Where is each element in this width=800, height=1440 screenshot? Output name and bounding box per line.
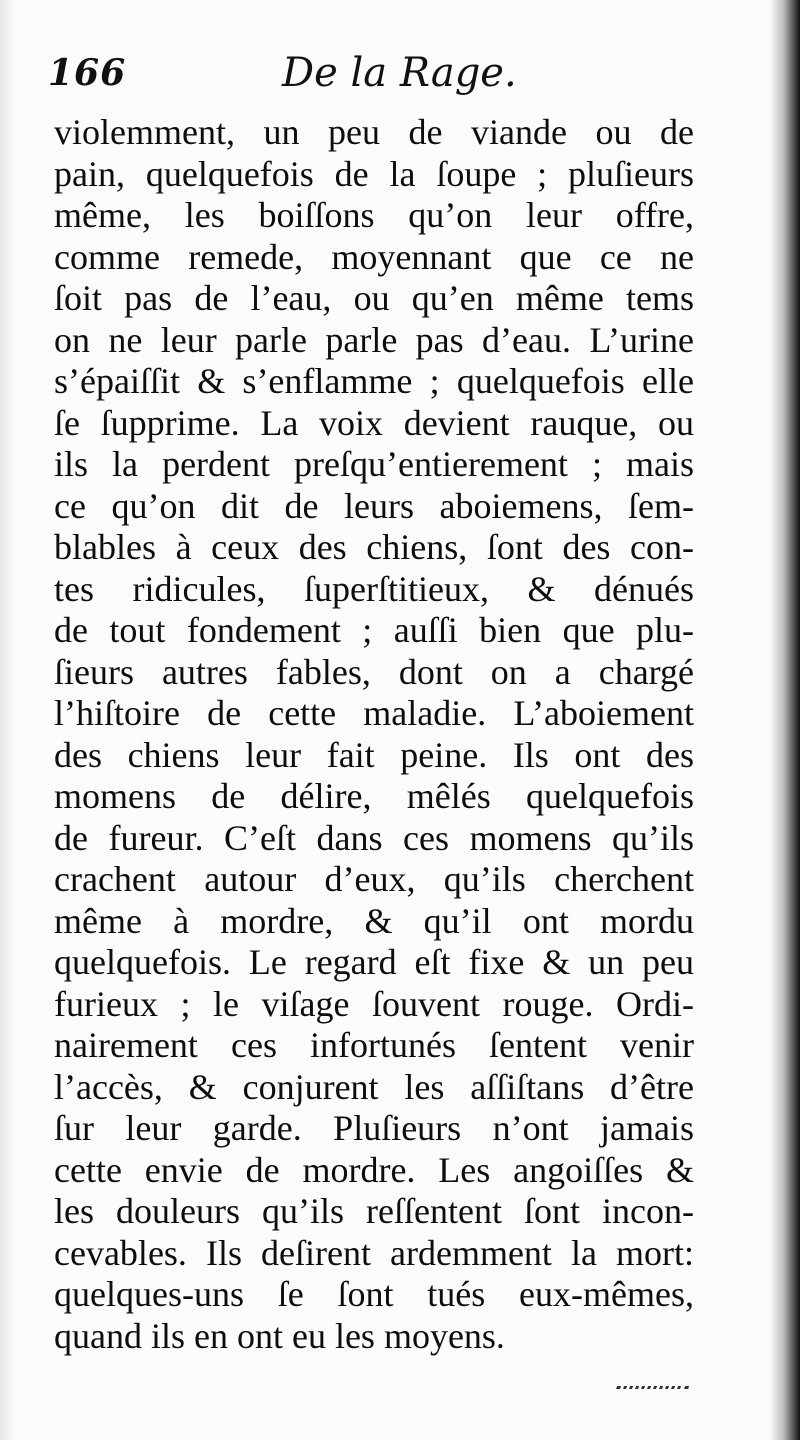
tail-ornament [616,1378,692,1389]
text-line: crachent autour d’eux, qu’ils cherchent [54,859,694,899]
text-line: furieux ; le viſage ſouvent rouge. Ordi- [54,983,694,1024]
text-line: violemment, un peu de viande ou de [54,112,694,152]
text-line: s’épaiſſit & s’enflamme ; quelquefois elle [54,361,694,401]
text-line: ils la perdent preſqu’entierement ; mais [54,444,694,484]
text-line: quelques-uns ſe ſont tués eux-mêmes, [54,1274,694,1314]
page-binding-shadow [770,0,800,1440]
text-line: pain, quelquefois de la ſoupe ; pluſieurs [54,153,694,194]
text-line: comme remede, moyennant que ce ne [54,236,694,277]
text-line: de fureur. C’eſt dans ces momens qu’ils [54,817,694,858]
text-line: quand ils en ont eu les moyens. [54,1315,505,1356]
text-line: l’hiſtoire de cette maladie. L’aboiement [54,693,694,733]
text-line: même à mordre, & qu’il ont mordu [54,900,694,941]
page-number: 166 [48,52,127,94]
text-line: nairement ces infortunés ſentent venir [54,1025,694,1065]
text-line: cette envie de mordre. Les angoiſſes & [54,1149,694,1190]
text-line: momens de délire, mêlés quelquefois [54,776,694,816]
running-title: De la Rage. [282,50,517,96]
text-line: même, les boiſſons qu’on leur offre, [54,195,694,235]
text-line: cevables. Ils deſirent ardemment la mort: [54,1232,694,1273]
text-line: ſe ſupprime. La voix devient rauque, ou [54,402,694,443]
text-line: de tout fondement ; auſſi bien que plu- [54,610,694,650]
text-line: tes ridicules, ſuperſtitieux, & dénués [54,568,694,609]
text-line: quelquefois. Le regard eſt fixe & un peu [54,942,694,982]
text-line: des chiens leur fait peine. Ils ont des [54,734,694,775]
text-line: ſur leur garde. Pluſieurs n’ont jamais [54,1108,694,1148]
text-line: ſoit pas de l’eau, ou qu’en même tems [54,278,694,318]
text-line: les douleurs qu’ils reſſentent ſont incon- [54,1191,694,1231]
text-line: l’accès, & conjurent les aſſiſtans d’être [54,1066,694,1107]
page-header [48,52,708,112]
text-line: on ne leur parle parle pas d’eau. L’urine [54,319,694,360]
page-left-shadow [0,0,14,1440]
text-line: blables à ceux des chiens, ſont des con- [54,527,694,567]
text-line: ſieurs autres fables, dont on a chargé [54,651,694,692]
text-line: ce qu’on dit de leurs aboiemens, ſem- [54,485,694,526]
body-text [54,112,694,1357]
